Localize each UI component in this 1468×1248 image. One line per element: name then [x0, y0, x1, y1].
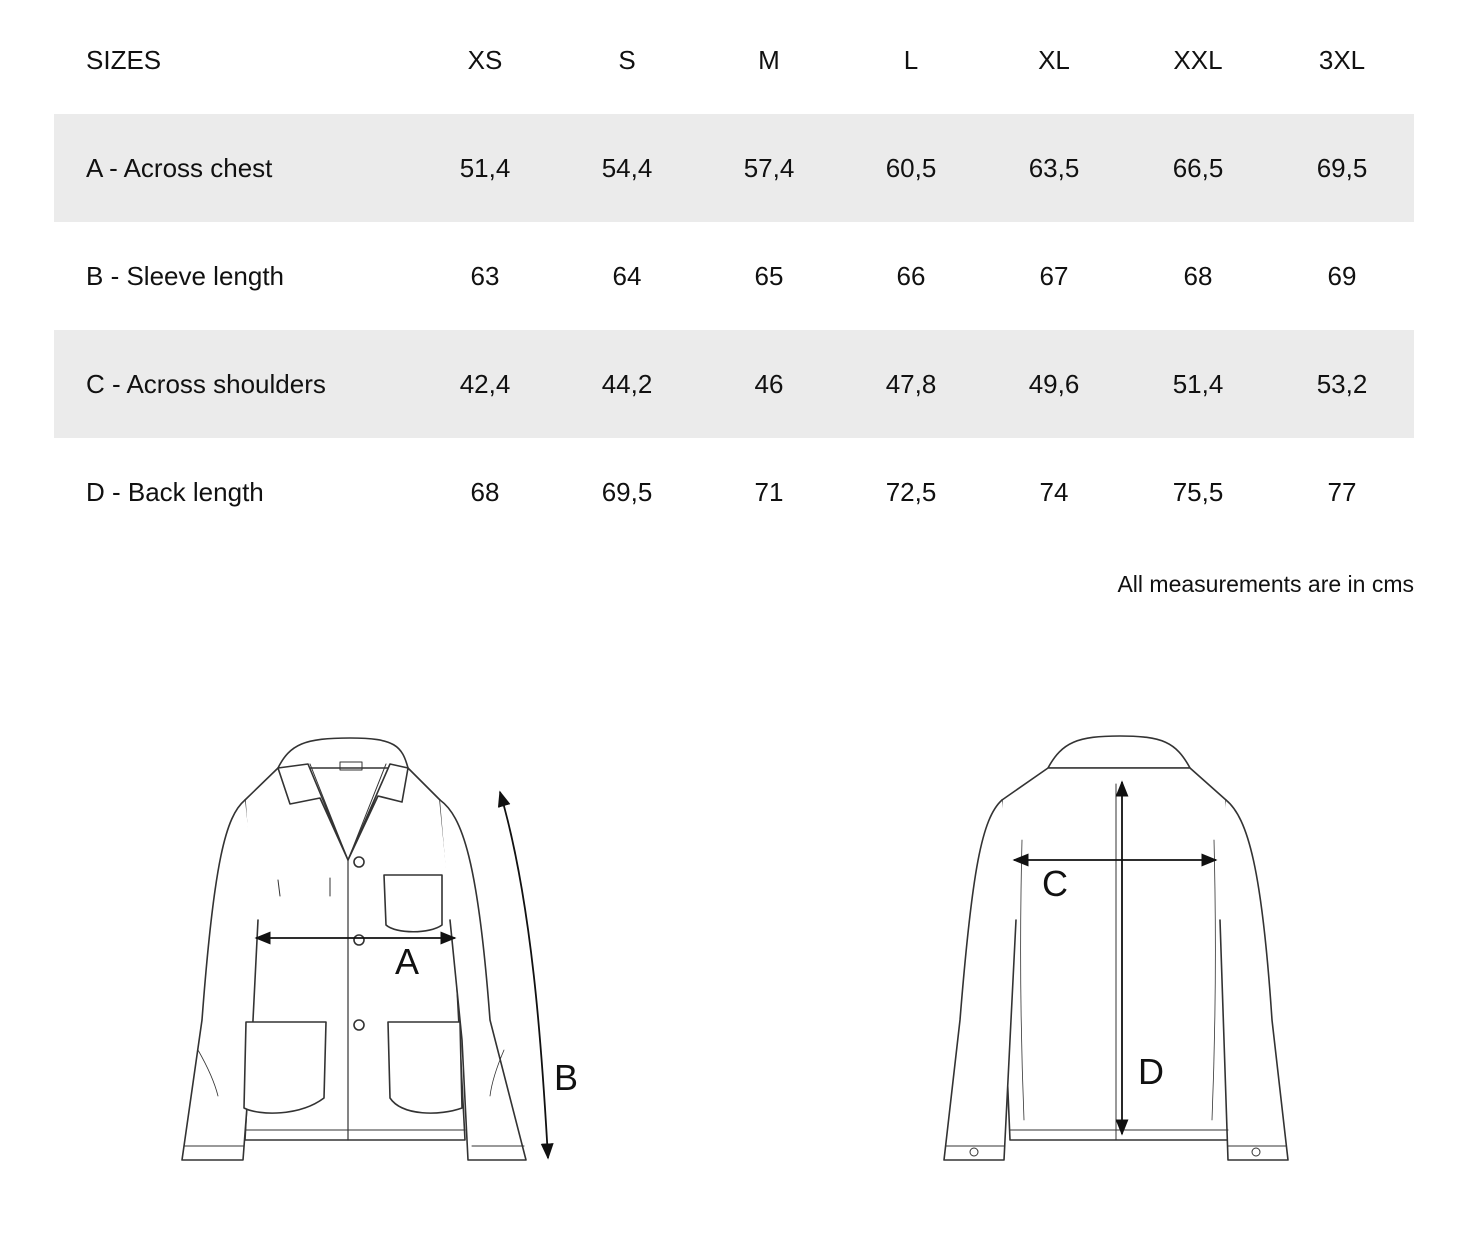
size-header-3xl: 3XL	[1318, 45, 1366, 75]
table-cell: 75,5	[1172, 477, 1224, 507]
table-cell: 54,4	[601, 153, 653, 183]
table-cell: 49,6	[1028, 369, 1080, 399]
table-cell: 63	[470, 261, 500, 291]
table-cell: 69,5	[601, 477, 653, 507]
row-label: B - Sleeve length	[86, 261, 285, 291]
table-cell: 63,5	[1028, 153, 1080, 183]
label-c: C	[1042, 863, 1068, 904]
table-cell: 47,8	[885, 369, 937, 399]
table-cell: 77	[1327, 477, 1357, 507]
size-header-m: M	[758, 45, 780, 75]
jacket-front-illustration	[140, 720, 600, 1190]
size-header-xxl: XXL	[1173, 45, 1223, 75]
table-cell: 65	[754, 261, 784, 291]
table-cell: 51,4	[1172, 369, 1224, 399]
table-cell: 68	[1183, 261, 1213, 291]
jacket-front-diagram	[140, 720, 600, 1190]
table-cell: 51,4	[459, 153, 511, 183]
table-row-across-chest	[54, 114, 1414, 222]
table-cell: 69	[1327, 261, 1357, 291]
table-cell: 68	[470, 477, 500, 507]
table-cell: 44,2	[601, 369, 653, 399]
sizes-header: SIZES	[86, 45, 162, 75]
size-chart-table	[54, 6, 1414, 546]
size-header-l: L	[903, 45, 919, 75]
table-cell: 57,4	[743, 153, 795, 183]
label-a: A	[395, 941, 420, 982]
size-header-s: S	[618, 45, 636, 75]
table-cell: 42,4	[459, 369, 511, 399]
table-cell: 66	[896, 261, 926, 291]
table-header-row	[54, 6, 1414, 114]
table-row-sleeve-length	[54, 222, 1414, 330]
jacket-back-diagram	[910, 720, 1370, 1190]
table-cell: 53,2	[1316, 369, 1368, 399]
measurement-unit-note: All measurements are in cms	[1117, 571, 1414, 597]
table-cell: 67	[1039, 261, 1069, 291]
table-cell: 74	[1039, 477, 1069, 507]
size-header-xs: XS	[467, 45, 503, 75]
label-b: B	[554, 1057, 579, 1098]
jacket-back-illustration	[910, 720, 1370, 1190]
size-header-xl: XL	[1038, 45, 1070, 75]
table-cell: 60,5	[885, 153, 937, 183]
table-cell: 46	[754, 369, 784, 399]
row-label: A - Across chest	[86, 153, 273, 183]
table-cell: 66,5	[1172, 153, 1224, 183]
label-d: D	[1138, 1051, 1164, 1092]
table-cell: 71	[754, 477, 784, 507]
table-cell: 72,5	[885, 477, 937, 507]
row-label: D - Back length	[86, 477, 264, 507]
table-row-back-length	[54, 438, 1414, 546]
row-label: C - Across shoulders	[86, 369, 326, 399]
table-cell: 69,5	[1316, 153, 1368, 183]
table-cell: 64	[612, 261, 642, 291]
table-row-across-shoulders	[54, 330, 1414, 438]
